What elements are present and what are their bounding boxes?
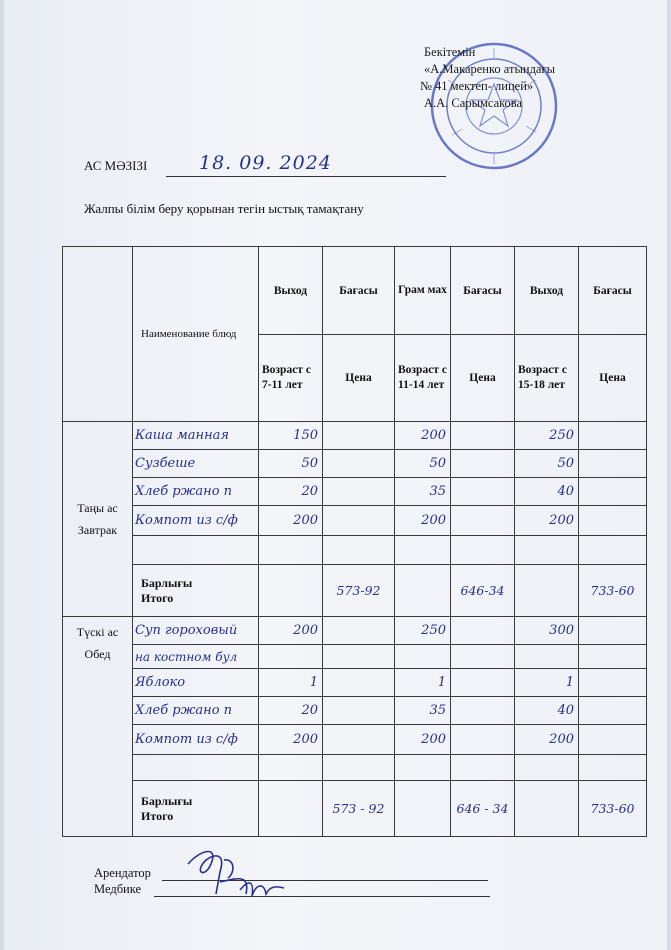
portion-value: 35 bbox=[395, 478, 451, 506]
price-cell bbox=[451, 450, 515, 478]
meal-label-kz: Таңы ас bbox=[77, 501, 118, 515]
price-cell bbox=[323, 478, 395, 506]
dish-name: на костном бул bbox=[133, 645, 259, 669]
price-cell bbox=[323, 697, 395, 725]
price-cell bbox=[579, 645, 647, 669]
portion-value: 150 bbox=[259, 422, 323, 450]
portion-value: 200 bbox=[515, 725, 579, 755]
price-cell bbox=[579, 697, 647, 725]
col-header: Грам мах bbox=[395, 247, 451, 335]
portion-value: 200 bbox=[259, 506, 323, 536]
price-header: Цена bbox=[323, 335, 395, 422]
table-row bbox=[63, 422, 647, 450]
portion-value bbox=[515, 645, 579, 669]
document-page bbox=[4, 0, 667, 950]
col-header: Выход bbox=[515, 247, 579, 335]
table-row bbox=[63, 697, 647, 725]
price-cell bbox=[451, 725, 515, 755]
total-label bbox=[133, 565, 259, 617]
price-cell bbox=[579, 478, 647, 506]
dish-name: Компот из с/ф bbox=[133, 506, 259, 536]
approval-line: А.А. Сарымсакова bbox=[424, 96, 523, 110]
menu-title: АС МӘЗІЗІ bbox=[84, 158, 148, 173]
portion-value: 35 bbox=[395, 697, 451, 725]
table-row bbox=[63, 478, 647, 506]
meal-label-ru: Обед bbox=[84, 647, 111, 661]
total-cell bbox=[515, 565, 579, 617]
price-cell bbox=[451, 617, 515, 645]
total-label bbox=[133, 781, 259, 837]
table-row-empty bbox=[63, 536, 647, 565]
portion-value: 200 bbox=[515, 506, 579, 536]
portion-value: 200 bbox=[259, 725, 323, 755]
price-cell bbox=[451, 645, 515, 669]
price-cell bbox=[323, 645, 395, 669]
col-header: Выход bbox=[259, 247, 323, 335]
portion-value: 50 bbox=[259, 450, 323, 478]
total-cell bbox=[395, 565, 451, 617]
meal-label-ru: Завтрак bbox=[77, 523, 118, 537]
portion-value: 200 bbox=[395, 422, 451, 450]
price-cell bbox=[451, 422, 515, 450]
total-cell bbox=[515, 781, 579, 837]
portion-value: 50 bbox=[395, 450, 451, 478]
price-cell bbox=[579, 506, 647, 536]
total-label-kz: Барлығы bbox=[141, 793, 193, 808]
price-cell bbox=[323, 669, 395, 697]
dish-name: Яблоко bbox=[133, 669, 259, 697]
total-price: 573-92 bbox=[323, 565, 395, 617]
portion-value: 250 bbox=[395, 617, 451, 645]
price-cell bbox=[323, 725, 395, 755]
price-cell bbox=[323, 617, 395, 645]
table-row bbox=[63, 645, 647, 669]
portion-value: 40 bbox=[515, 478, 579, 506]
price-header: Цена bbox=[451, 335, 515, 422]
price-cell bbox=[451, 669, 515, 697]
meal-label-kz: Түскі ас bbox=[76, 625, 119, 639]
total-label-ru: Итого bbox=[141, 808, 174, 823]
portion-value: 20 bbox=[259, 697, 323, 725]
table-row bbox=[63, 669, 647, 697]
dish-header: Наименование блюд bbox=[133, 247, 259, 422]
approval-line: № 41 мектеп- лицей» bbox=[420, 79, 534, 93]
approval-line: «А.Макаренко атындағы bbox=[424, 62, 556, 76]
tenant-label: Арендатор bbox=[94, 866, 151, 880]
portion-value: 1 bbox=[515, 669, 579, 697]
breakfast-label-cell bbox=[63, 422, 133, 617]
header-row bbox=[63, 247, 647, 335]
portion-value: 40 bbox=[515, 697, 579, 725]
price-header: Цена bbox=[579, 335, 647, 422]
portion-value bbox=[395, 645, 451, 669]
portion-value: 1 bbox=[395, 669, 451, 697]
portion-value: 50 bbox=[515, 450, 579, 478]
total-price: 733-60 bbox=[579, 565, 647, 617]
portion-value: 20 bbox=[259, 478, 323, 506]
dish-name: Каша манная bbox=[133, 422, 259, 450]
approval-block bbox=[420, 44, 555, 112]
price-cell bbox=[579, 669, 647, 697]
meal-header-cell bbox=[63, 247, 133, 422]
total-label-kz: Барлығы bbox=[141, 575, 193, 590]
dish-name: Суп гороховый bbox=[133, 617, 259, 645]
age-header: Возраст с 15-18 лет bbox=[515, 335, 579, 422]
menu-table bbox=[62, 246, 647, 837]
approval-line: Бекітемін bbox=[424, 45, 476, 59]
price-cell bbox=[579, 422, 647, 450]
price-cell bbox=[323, 450, 395, 478]
portion-value bbox=[259, 645, 323, 669]
total-label-ru: Итого bbox=[141, 590, 174, 605]
dish-name: Компот из с/ф bbox=[133, 725, 259, 755]
dish-name: Хлеб ржано п bbox=[133, 478, 259, 506]
menu-subtitle: Жалпы білім беру қорынан тегін ыстық тамақтану bbox=[84, 201, 364, 216]
total-cell bbox=[259, 781, 323, 837]
table-row bbox=[63, 617, 647, 645]
menu-date-underline bbox=[166, 176, 446, 177]
lunch-label-cell bbox=[63, 617, 133, 837]
portion-value: 200 bbox=[395, 506, 451, 536]
price-cell bbox=[451, 697, 515, 725]
table-row-empty bbox=[63, 755, 647, 781]
price-cell bbox=[579, 617, 647, 645]
handwritten-signature bbox=[180, 838, 290, 906]
portion-value: 200 bbox=[395, 725, 451, 755]
dish-name: Хлеб ржано п bbox=[133, 697, 259, 725]
total-price: 646-34 bbox=[451, 565, 515, 617]
col-header: Бағасы bbox=[579, 247, 647, 335]
price-cell bbox=[451, 478, 515, 506]
price-cell bbox=[579, 725, 647, 755]
age-header: Возраст с 7-11 лет bbox=[259, 335, 323, 422]
price-cell bbox=[323, 422, 395, 450]
dish-name: Сузбеше bbox=[133, 450, 259, 478]
age-header: Возраст с 11-14 лет bbox=[395, 335, 451, 422]
table-row bbox=[63, 506, 647, 536]
col-header: Бағасы bbox=[451, 247, 515, 335]
price-cell bbox=[323, 506, 395, 536]
portion-value: 200 bbox=[259, 617, 323, 645]
total-price: 646 - 34 bbox=[451, 781, 515, 837]
total-row bbox=[63, 781, 647, 837]
portion-value: 1 bbox=[259, 669, 323, 697]
total-price: 733-60 bbox=[579, 781, 647, 837]
total-price: 573 - 92 bbox=[323, 781, 395, 837]
total-row bbox=[63, 565, 647, 617]
total-cell bbox=[259, 565, 323, 617]
price-cell bbox=[451, 506, 515, 536]
total-cell bbox=[395, 781, 451, 837]
price-cell bbox=[579, 450, 647, 478]
portion-value: 250 bbox=[515, 422, 579, 450]
table-row bbox=[63, 450, 647, 478]
table-row bbox=[63, 725, 647, 755]
nurse-label: Медбике bbox=[94, 882, 142, 896]
portion-value: 300 bbox=[515, 617, 579, 645]
menu-date: 18. 09. 2024 bbox=[199, 152, 332, 174]
col-header: Бағасы bbox=[323, 247, 395, 335]
